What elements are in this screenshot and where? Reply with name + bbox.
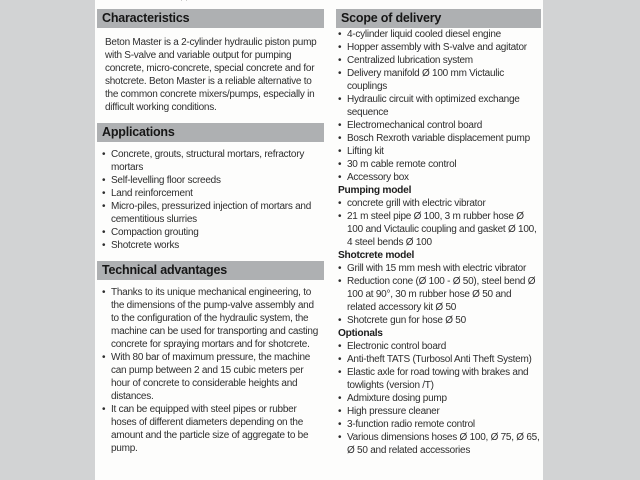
two-column-layout xyxy=(97,0,541,480)
bullet-item: • 21 m steel pipe Ø 100, 3 m rubber hose Ø 100 and Victaulic coupling and gasket Ø 100, 4 steel bends Ø 100 xyxy=(338,210,541,249)
bullet-item: • Anti-theft TATS (Turbosol Anti Theft System) xyxy=(338,353,541,366)
bullet-item: • Hydraulic circuit with optimized exchange sequence xyxy=(338,93,541,119)
bullet-item: • High pressure cleaner xyxy=(338,405,541,418)
scope-group xyxy=(336,327,541,457)
scope-group-list xyxy=(336,197,541,249)
section-technical-advantages xyxy=(97,261,324,455)
bullet-item: • Lifting kit xyxy=(338,145,541,158)
bullet-item: • Shotcrete gun for hose Ø 50 xyxy=(338,314,541,327)
scope-group-subheading: Pumping model xyxy=(338,185,412,196)
bullet-item: • It can be equipped with steel pipes or rubber hoses of different diameters depending on the amount and the particle size of aggregate to be pump. xyxy=(102,403,324,455)
bullet-item: • Admixture dosing pump xyxy=(338,392,541,405)
bullet-item: • Elastic axle for road towing with brakes and towlights (version /T) xyxy=(338,366,541,392)
bullet-item: • 3-function radio remote control xyxy=(338,418,541,431)
bullet-item: • Shotcrete works xyxy=(102,239,324,252)
bullet-item: • Reduction cone (Ø 100 - Ø 50), steel bend Ø 100 at 90°, 30 m rubber hose Ø 50 and related accessory kit Ø 50 xyxy=(338,275,541,314)
applications-list xyxy=(97,148,324,252)
bullet-item: • Grill with 15 mm mesh with electric vibrator xyxy=(338,262,541,275)
bullet-item: • concrete grill with electric vibrator xyxy=(338,197,541,210)
bullet-item: • With 80 bar of maximum pressure, the machine can pump between 2 and 15 cubic meters per hour of concrete to considerable heights and distances. xyxy=(102,351,324,403)
bullet-item: • Land reinforcement xyxy=(102,187,324,200)
bullet-item: • 30 m cable remote control xyxy=(338,158,541,171)
scope-group-subheading: Optionals xyxy=(338,328,383,339)
scope-group-subheading: Shotcrete model xyxy=(338,250,415,261)
scope-group xyxy=(336,184,541,249)
section-header-technical-advantages: Technical advantages xyxy=(97,261,324,280)
scope-group-list xyxy=(336,340,541,457)
bullet-item: • Electronic control board xyxy=(338,340,541,353)
bullet-item: • 4-cylinder liquid cooled diesel engine xyxy=(338,28,541,41)
section-characteristics xyxy=(97,9,324,114)
section-header-characteristics: Characteristics xyxy=(97,9,324,28)
scope-of-delivery-groups xyxy=(336,28,541,457)
bullet-item: • Self-levelling floor screeds xyxy=(102,174,324,187)
technical-advantages-list xyxy=(97,286,324,455)
section-header-scope-of-delivery: Scope of delivery xyxy=(336,9,541,28)
section-header-applications: Applications xyxy=(97,123,324,142)
scope-group-list xyxy=(336,262,541,327)
document-page xyxy=(95,0,543,480)
bullet-item: • Micro-piles, pressurized injection of mortars and cementitious slurries xyxy=(102,200,324,226)
right-column xyxy=(336,0,541,480)
bullet-item: • Electromechanical control board xyxy=(338,119,541,132)
section-applications xyxy=(97,123,324,252)
bullet-item: • Hopper assembly with S-valve and agitator xyxy=(338,41,541,54)
bullet-item: • Delivery manifold Ø 100 mm Victaulic couplings xyxy=(338,67,541,93)
scope-group-list xyxy=(336,28,541,184)
scope-group xyxy=(336,249,541,327)
bullet-item: • Thanks to its unique mechanical engineering, to the dimensions of the pump-valve assembly and to the configuration of the hydraulic system, the machine can be used for transporting and casting concrete for spraying mortars and for shotcrete. xyxy=(102,286,324,351)
bullet-item: • Concrete, grouts, structural mortars, refractory mortars xyxy=(102,148,324,174)
left-column xyxy=(97,0,324,480)
bullet-item: • Accessory box xyxy=(338,171,541,184)
bullet-item: • Centralized lubrication system xyxy=(338,54,541,67)
scope-group xyxy=(336,28,541,184)
bullet-item: • Compaction grouting xyxy=(102,226,324,239)
characteristics-paragraph: Beton Master is a 2-cylinder hydraulic piston pump with S-valve and variable output for pumping concrete, micro-concrete, special concrete and for shotcrete. Beton Master is a reliable alternative to the common concrete mixers/pumps, especially in difficult working conditions. xyxy=(105,37,317,113)
bullet-item: • Bosch Rexroth variable displacement pump xyxy=(338,132,541,145)
bullet-item: • Various dimensions hoses Ø 100, Ø 75, Ø 65, Ø 50 and related accessories xyxy=(338,431,541,457)
